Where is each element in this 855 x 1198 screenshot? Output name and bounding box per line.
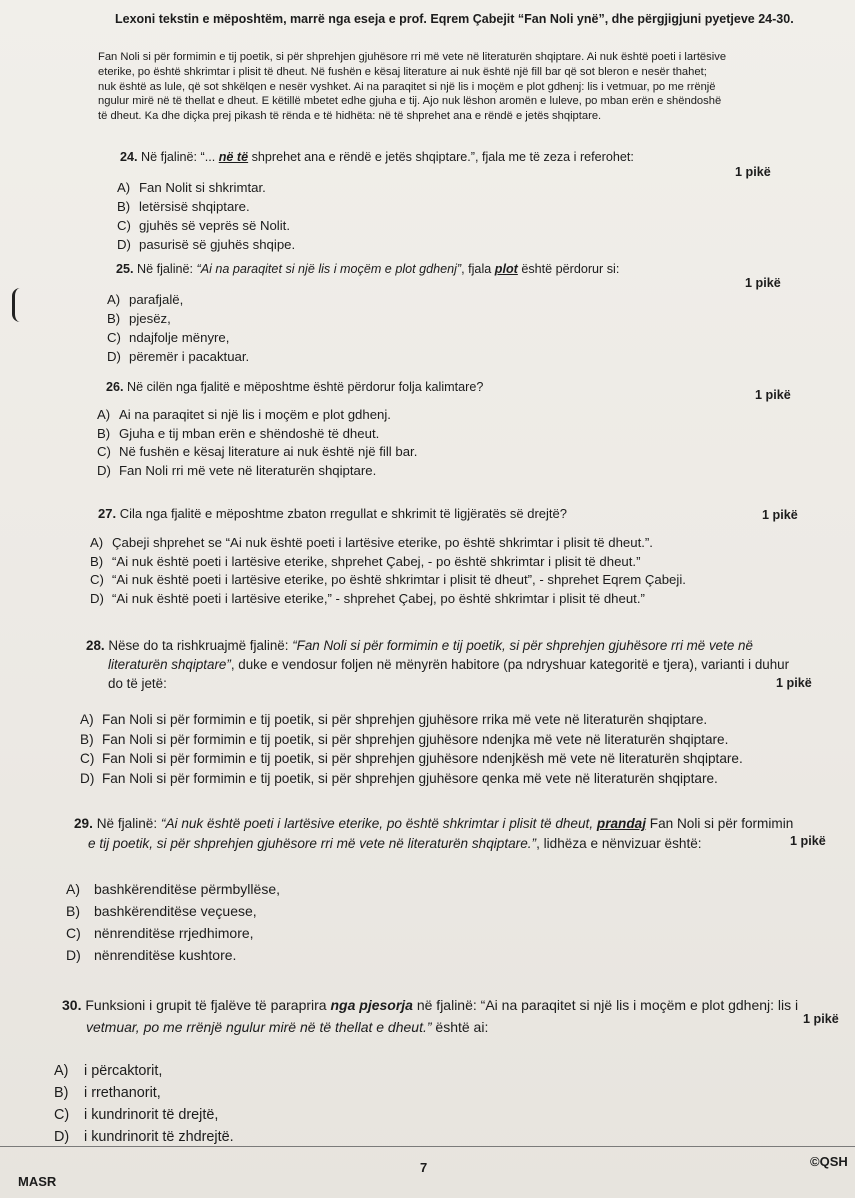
question-26-points: 1 pikë: [755, 388, 791, 402]
option-d[interactable]: D) i kundrinorit të zhdrejtë.: [54, 1129, 234, 1145]
reading-passage: [98, 50, 798, 124]
option-c[interactable]: C) Në fushën e kësaj literature ai nuk është një fill bar.: [97, 444, 418, 459]
footer-divider: [0, 1146, 855, 1147]
option-b[interactable]: B) “Ai nuk është poeti i lartësive eterike, shprehet Çabej, - po është shkrimtar i plisit të dheut.”: [90, 553, 641, 569]
question-26-stem: 26. Në cilën nga fjalitë e mëposhtme është përdorur folja kalimtare?: [106, 380, 484, 394]
footer-copyright: ©QSH: [810, 1154, 848, 1169]
question-28-options: [80, 710, 743, 788]
option-d[interactable]: D) pasurisë së gjuhës shqipe.: [117, 237, 296, 252]
question-25-options: [107, 290, 249, 366]
option-c[interactable]: C) “Ai nuk është poeti i lartësive eterike, po është shkrimtar i plisit të dheut”, - shprehet Eqrem Çabeji.: [90, 572, 686, 587]
option-c[interactable]: C) nënrenditëse rrjedhimore,: [66, 925, 254, 941]
option-c[interactable]: C) ndajfolje mënyre,: [107, 330, 230, 345]
option-b[interactable]: B) pjesëz,: [107, 311, 171, 326]
option-d[interactable]: D) nënrenditëse kushtore.: [66, 947, 237, 963]
question-28-points: 1 pikë: [776, 676, 812, 690]
question-29-points: 1 pikë: [790, 834, 826, 848]
question-29-options: [66, 878, 280, 966]
option-a[interactable]: A) Ai na paraqitet si një lis i moçëm e plot gdhenj.: [97, 407, 391, 422]
option-c[interactable]: C) i kundrinorit të drejtë,: [54, 1107, 219, 1123]
option-c[interactable]: C) Fan Noli si për formimin e tij poetik, si për shprehjen gjuhësore ndenjkësh më vete në literaturën shqiptare.: [80, 751, 743, 766]
question-27-points: 1 pikë: [762, 508, 798, 522]
option-b[interactable]: B) bashkërenditëse veçuese,: [66, 903, 257, 919]
footer-org: MASR: [18, 1174, 57, 1189]
question-27-stem: 27. Cila nga fjalitë e mëposhtme zbaton rregullat e shkrimit të ligjëratës së drejtë?: [98, 506, 567, 521]
question-28-stem: 28. Nëse do ta rishkruajmë fjalinë: “Fan Noli si për formimin e tij poetik, si për shprehjen gjuhësore rri më vete në literaturën shqiptare”, duke e vendosur foljen në mënyrën habitore (pa ndryshuar kategoritë e tjera), varianti i duhur do të jetë:: [86, 638, 790, 691]
option-d[interactable]: D) Fan Noli rri më vete në literaturën shqiptare.: [97, 462, 377, 478]
option-d[interactable]: D) “Ai nuk është poeti i lartësive eterike,” - shprehet Çabej, po është shkrimtar i plisit të dheut.”: [90, 590, 645, 606]
option-a[interactable]: A) i përcaktorit,: [54, 1063, 163, 1079]
question-27-options: [90, 534, 686, 608]
question-24-points: 1 pikë: [735, 165, 771, 179]
question-30-points: 1 pikë: [803, 1012, 839, 1026]
question-29-stem: 29. Në fjalinë: “Ai nuk është poeti i lartësive eterike, po është shkrimtar i plisit të dheut, prandaj Fan Noli si për formimin e tij poetik, si për shprehjen gjuhësore rri më vete në literaturën shqiptare.”, lidhëza e nënvizuar është:: [74, 816, 794, 851]
passage-line: nuk është as lule, që sot shkëlqen e nesër vyshket. Ai na paraqitet si një lis i moçëm e plot gdhenj: lis i vetmuar, po me rrënjë: [98, 80, 716, 93]
option-a[interactable]: A) bashkërenditëse përmbyllëse,: [66, 881, 280, 897]
passage-line: Fan Noli si për formimin e tij poetik, si për shprehjen gjuhësore rri më vete në literaturën shqiptare. Ai nuk është poeti i lartësive: [98, 51, 727, 63]
passage-line: ngulur mirë në të thellat e dheut. E këtillë mbetet edhe gjuha e tij. Ajo nuk lëshon aromën e luleve, po mban erën e shëndoshë: [98, 95, 722, 108]
option-a[interactable]: A) Fan Noli si për formimin e tij poetik, si për shprehjen gjuhësore rrika më vete në literaturën shqiptare.: [80, 712, 708, 727]
pen-mark: [12, 288, 29, 322]
option-a[interactable]: A) parafjalë,: [107, 292, 184, 307]
instructions-header: Lexoni tekstin e mëposhtëm, marrë nga eseja e prof. Eqrem Çabejit “Fan Noli ynë”, dhe përgjigjuni pyetjeve 24-30.: [115, 12, 794, 26]
option-a[interactable]: A) Çabeji shprehet se “Ai nuk është poeti i lartësive eterike, po është shkrimtar i plisit të dheut.”.: [90, 535, 653, 550]
option-b[interactable]: B) letërsisë shqiptare.: [117, 199, 250, 214]
page-number: 7: [420, 1160, 428, 1175]
question-30-options: [54, 1060, 234, 1148]
passage-line: të dheut. Ka dhe diçka prej pikash të rënda e të hidhëta: në të shprehet ana e rëndë e jetës shqiptare.: [98, 110, 602, 123]
option-c[interactable]: C) gjuhës së veprës së Nolit.: [117, 218, 290, 233]
question-24-stem: 24. Në fjalinë: “... në të shprehet ana e rëndë e jetës shqiptare.”, fjala me të zeza i referohet:: [120, 150, 634, 164]
option-b[interactable]: B) Fan Noli si për formimin e tij poetik, si për shprehjen gjuhësore ndenjka më vete në literaturën shqiptare.: [80, 731, 729, 747]
option-a[interactable]: A) Fan Nolit si shkrimtar.: [117, 180, 266, 195]
question-25-stem: 25. Në fjalinë: “Ai na paraqitet si një lis i moçëm e plot gdhenj”, fjala plot është përdorur si:: [116, 262, 620, 276]
question-30-stem: 30. Funksioni i grupit të fjalëve të paraprira nga pjesorja në fjalinë: “Ai na paraqitet si një lis i moçëm e plot gdhenj: lis i vetmuar, po me rrënjë ngulur mirë në të thellat e dheut.” është ai:: [62, 997, 799, 1035]
option-b[interactable]: B) i rrethanorit,: [54, 1085, 161, 1101]
question-25-points: 1 pikë: [745, 276, 781, 290]
option-b[interactable]: B) Gjuha e tij mban erën e shëndoshë të dheut.: [97, 425, 380, 441]
question-26-options: [97, 406, 417, 480]
option-d[interactable]: D) Fan Noli si për formimin e tij poetik, si për shprehjen gjuhësore qenka më vete në literaturën shqiptare.: [80, 770, 718, 786]
option-d[interactable]: D) përemër i pacaktuar.: [107, 349, 250, 364]
passage-line: eterike, po është shkrimtar i plisit të dheut. Në fushën e kësaj literature ai nuk është një fill bar që sot bleron e nesër thahet;: [98, 65, 707, 78]
question-24-options: [117, 178, 295, 254]
